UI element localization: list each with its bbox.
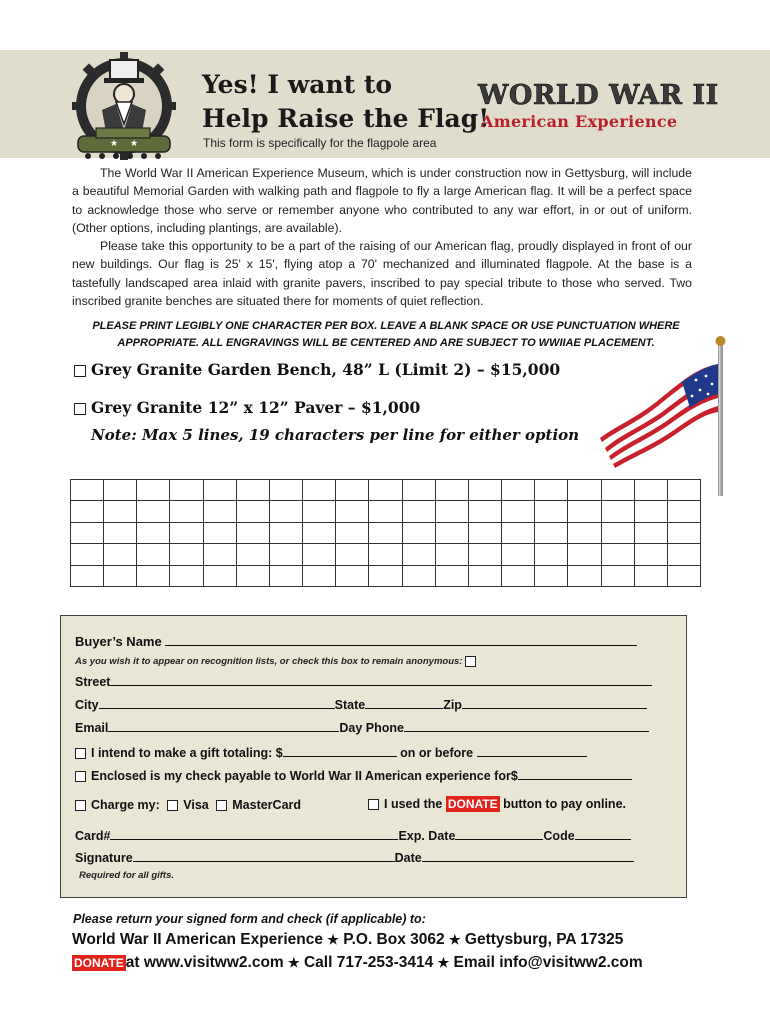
engraving-row — [71, 501, 701, 522]
day-phone-input[interactable] — [404, 720, 649, 732]
engraving-cell[interactable] — [468, 544, 501, 565]
engraving-cell[interactable] — [468, 501, 501, 522]
engraving-cell[interactable] — [369, 501, 402, 522]
intro-text — [72, 164, 692, 310]
state-input[interactable] — [365, 697, 443, 709]
engraving-cell[interactable] — [71, 480, 104, 501]
donate-online-checkbox[interactable] — [368, 799, 379, 810]
engraving-cell[interactable] — [203, 565, 236, 586]
engraving-cell[interactable] — [303, 522, 336, 543]
engraving-cell[interactable] — [336, 480, 369, 501]
engraving-cell[interactable] — [137, 522, 170, 543]
gift-intent-checkbox[interactable] — [75, 748, 86, 759]
engraving-cell[interactable] — [502, 480, 535, 501]
engraving-cell[interactable] — [170, 501, 203, 522]
engraving-cell[interactable] — [435, 480, 468, 501]
engraving-cell[interactable] — [568, 480, 601, 501]
engraving-cell[interactable] — [568, 565, 601, 586]
engraving-cell[interactable] — [71, 544, 104, 565]
check-row: Enclosed is my check payable to World War II American experience for$ — [75, 768, 632, 783]
engraving-cell[interactable] — [104, 544, 137, 565]
engraving-cell[interactable] — [601, 522, 634, 543]
american-flag-icon — [596, 334, 736, 496]
engraving-cell[interactable] — [369, 544, 402, 565]
engraving-cell[interactable] — [634, 544, 667, 565]
required-note: Required for all gifts. — [79, 870, 175, 881]
brand-title: WORLD WAR II — [478, 80, 719, 111]
brand-subtitle: American Experience — [481, 112, 678, 131]
svg-text:★: ★ — [130, 139, 139, 149]
engraving-cell[interactable] — [435, 544, 468, 565]
engraving-cell[interactable] — [269, 544, 302, 565]
svg-text:★: ★ — [110, 139, 119, 149]
return-instructions: Please return your signed form and check (if applicable) to: — [73, 912, 426, 926]
engraving-cell[interactable] — [601, 544, 634, 565]
engraving-cell[interactable] — [336, 544, 369, 565]
mailing-address: World War II American Experience ★ P.O. Box 3062 ★ Gettysburg, PA 17325 — [72, 931, 624, 948]
engraving-cell[interactable] — [634, 522, 667, 543]
engraving-cell[interactable] — [468, 522, 501, 543]
donate-button[interactable]: DONATE — [74, 956, 124, 970]
gift-amount-input[interactable] — [283, 745, 397, 757]
engraving-cell[interactable] — [104, 501, 137, 522]
engraving-cell[interactable] — [667, 544, 700, 565]
engraving-cell[interactable] — [402, 480, 435, 501]
signature-date-input[interactable] — [422, 850, 634, 862]
engraving-cell[interactable] — [402, 544, 435, 565]
engraving-cell[interactable] — [236, 544, 269, 565]
engraving-cell[interactable] — [236, 522, 269, 543]
engraving-cell[interactable] — [601, 501, 634, 522]
exp-date-input[interactable] — [455, 828, 543, 840]
engraving-cell[interactable] — [535, 565, 568, 586]
engraving-cell[interactable] — [435, 522, 468, 543]
engraving-cell[interactable] — [137, 480, 170, 501]
engraving-row — [71, 544, 701, 565]
print-instructions: PLEASE PRINT LEGIBLY ONE CHARACTER PER BOX. LEAVE A BLANK SPACE OR USE PUNCTUATION WHERE APPROPRIATE. ALL ENGRAVINGS WILL BE CENTERED AND ARE SUBJECT TO WWIIAE PLACEMENT. — [92, 320, 680, 349]
phone-text: Call 717-253-3414 — [303, 954, 434, 971]
bench-checkbox[interactable] — [74, 365, 86, 377]
card-row: Card# Exp. Date Code — [75, 828, 631, 843]
engraving-cell[interactable] — [303, 480, 336, 501]
engraving-cell[interactable] — [601, 480, 634, 501]
star-icon: ★ — [288, 955, 300, 970]
engraving-cell[interactable] — [170, 544, 203, 565]
engraving-cell[interactable] — [71, 565, 104, 586]
engraving-cell[interactable] — [535, 501, 568, 522]
engraving-cell[interactable] — [502, 544, 535, 565]
email-phone-row: Email Day Phone — [75, 720, 649, 735]
paver-checkbox[interactable] — [74, 403, 86, 415]
engraving-cell[interactable] — [203, 522, 236, 543]
engraving-row — [71, 480, 701, 501]
engraving-cell[interactable] — [236, 480, 269, 501]
engraving-cell[interactable] — [71, 501, 104, 522]
engraving-cell[interactable] — [634, 480, 667, 501]
star-icon: ★ — [448, 932, 461, 947]
visa-checkbox[interactable] — [167, 800, 178, 811]
zip-input[interactable] — [462, 697, 647, 709]
engraving-cell[interactable] — [104, 565, 137, 586]
city-input[interactable] — [99, 697, 335, 709]
engraving-cell[interactable] — [336, 565, 369, 586]
check-checkbox[interactable] — [75, 771, 86, 782]
engraving-cell[interactable] — [502, 565, 535, 586]
engraving-cell[interactable] — [104, 522, 137, 543]
engraving-cell[interactable] — [667, 565, 700, 586]
engraving-cell[interactable] — [369, 522, 402, 543]
engraving-grid[interactable] — [70, 479, 701, 587]
bench-option[interactable]: Grey Granite Garden Bench, 48” L (Limit 2) – $15,000 — [74, 360, 560, 379]
engraving-cell[interactable] — [502, 522, 535, 543]
charge-checkbox[interactable] — [75, 800, 86, 811]
engraving-cell[interactable] — [535, 522, 568, 543]
street-field[interactable]: Street — [75, 674, 652, 689]
engraving-cell[interactable] — [104, 480, 137, 501]
contact-line — [72, 954, 643, 972]
engraving-cell[interactable] — [269, 480, 302, 501]
engraving-cell[interactable] — [336, 501, 369, 522]
engraving-cell[interactable] — [303, 501, 336, 522]
card-number-input[interactable] — [110, 828, 398, 840]
engraving-cell[interactable] — [336, 522, 369, 543]
check-amount-input[interactable] — [518, 768, 632, 780]
engraving-cell[interactable] — [468, 480, 501, 501]
buyers-name-input[interactable] — [165, 634, 637, 646]
engraving-cell[interactable] — [303, 544, 336, 565]
engraving-cell[interactable] — [667, 501, 700, 522]
gift-intent-row: I intend to make a gift totaling: $ on or before — [75, 745, 587, 760]
code-input[interactable] — [575, 828, 631, 840]
star-icon: ★ — [327, 932, 339, 947]
engraving-cell[interactable] — [634, 565, 667, 586]
engraving-cell[interactable] — [236, 501, 269, 522]
engraving-row — [71, 522, 701, 543]
gift-date-input[interactable] — [477, 745, 587, 757]
engraving-cell[interactable] — [236, 565, 269, 586]
engraving-cell[interactable] — [435, 565, 468, 586]
logo-icon — [72, 52, 176, 164]
engraving-cell[interactable] — [269, 501, 302, 522]
engraving-cell[interactable] — [203, 501, 236, 522]
page-title: Yes! I want to Help Raise the Flag! — [202, 70, 490, 133]
email-link[interactable]: Email info@visitww2.com — [453, 954, 643, 971]
engraving-cell[interactable] — [369, 565, 402, 586]
anonymous-note: As you wish it to appear on recognition lists, or check this box to remain anonymous: — [75, 656, 481, 667]
anonymous-checkbox[interactable] — [465, 656, 476, 667]
engraving-cell[interactable] — [535, 480, 568, 501]
engraving-cell[interactable] — [269, 565, 302, 586]
engraving-cell[interactable] — [601, 565, 634, 586]
engraving-cell[interactable] — [203, 480, 236, 501]
email-input[interactable] — [108, 720, 339, 732]
engraving-cell[interactable] — [170, 522, 203, 543]
signature-input[interactable] — [133, 850, 395, 862]
engraving-note: Note: Max 5 lines, 19 characters per line for either option — [91, 426, 580, 444]
engraving-cell[interactable] — [137, 544, 170, 565]
buyer-form — [60, 615, 687, 898]
engraving-cell[interactable] — [170, 480, 203, 501]
engraving-cell[interactable] — [568, 522, 601, 543]
engraving-cell[interactable] — [634, 501, 667, 522]
charge-row: Charge my: Visa MasterCard — [75, 798, 301, 812]
engraving-cell[interactable] — [568, 544, 601, 565]
donate-online-row: I used the DONATE button to pay online. — [368, 796, 626, 812]
engraving-cell[interactable] — [502, 501, 535, 522]
engraving-cell[interactable] — [667, 522, 700, 543]
paver-option[interactable]: Grey Granite 12” x 12” Paver – $1,000 — [74, 398, 420, 417]
star-icon: ★ — [437, 955, 450, 970]
signature-row: Signature Date — [75, 850, 634, 865]
engraving-cell[interactable] — [203, 544, 236, 565]
engraving-row — [71, 565, 701, 586]
engraving-cell[interactable] — [402, 501, 435, 522]
engraving-cell[interactable] — [402, 522, 435, 543]
engraving-cell[interactable] — [402, 565, 435, 586]
intro-paragraph: The World War II American Experience Museum, which is under construction now in Gettysburg, will include a beautiful Memorial Garden with walking path and flagpole to fly a large American flag. It will be a perfect space to acknowledge those who serve or remember anyone who contributed to any war effort, in or out of uniform. (Other options, including plantings, are available). — [72, 166, 692, 235]
donate-button[interactable]: DONATE — [447, 797, 498, 811]
engraving-cell[interactable] — [269, 522, 302, 543]
engraving-cell[interactable] — [468, 565, 501, 586]
engraving-cell[interactable] — [535, 544, 568, 565]
city-state-zip-row: City State Zip — [75, 697, 647, 712]
engraving-cell[interactable] — [435, 501, 468, 522]
mastercard-checkbox[interactable] — [216, 800, 227, 811]
subtitle: This form is specifically for the flagpole area — [203, 136, 437, 150]
engraving-cell[interactable] — [303, 565, 336, 586]
engraving-cell[interactable] — [137, 565, 170, 586]
website-link[interactable]: at www.visitww2.com — [125, 954, 284, 971]
engraving-cell[interactable] — [369, 480, 402, 501]
street-input[interactable] — [110, 674, 652, 686]
engraving-cell[interactable] — [137, 501, 170, 522]
engraving-cell[interactable] — [71, 522, 104, 543]
engraving-cell[interactable] — [170, 565, 203, 586]
intro-paragraph: Please take this opportunity to be a part of the raising of our American flag, proudly displayed in front of our new buildings. Our flag is 25' x 15', flying atop a 70' mechanized and illuminated flagpole. At the base is a tastefully landscaped area inlaid with granite pavers, inscribed to pay special tribute to those who served. Two inscribed granite benches are situated there for moments of quiet reflection. — [72, 239, 692, 309]
engraving-cell[interactable] — [568, 501, 601, 522]
buyers-name-field[interactable]: Buyer’s Name — [75, 634, 637, 649]
engraving-cell[interactable] — [667, 480, 700, 501]
